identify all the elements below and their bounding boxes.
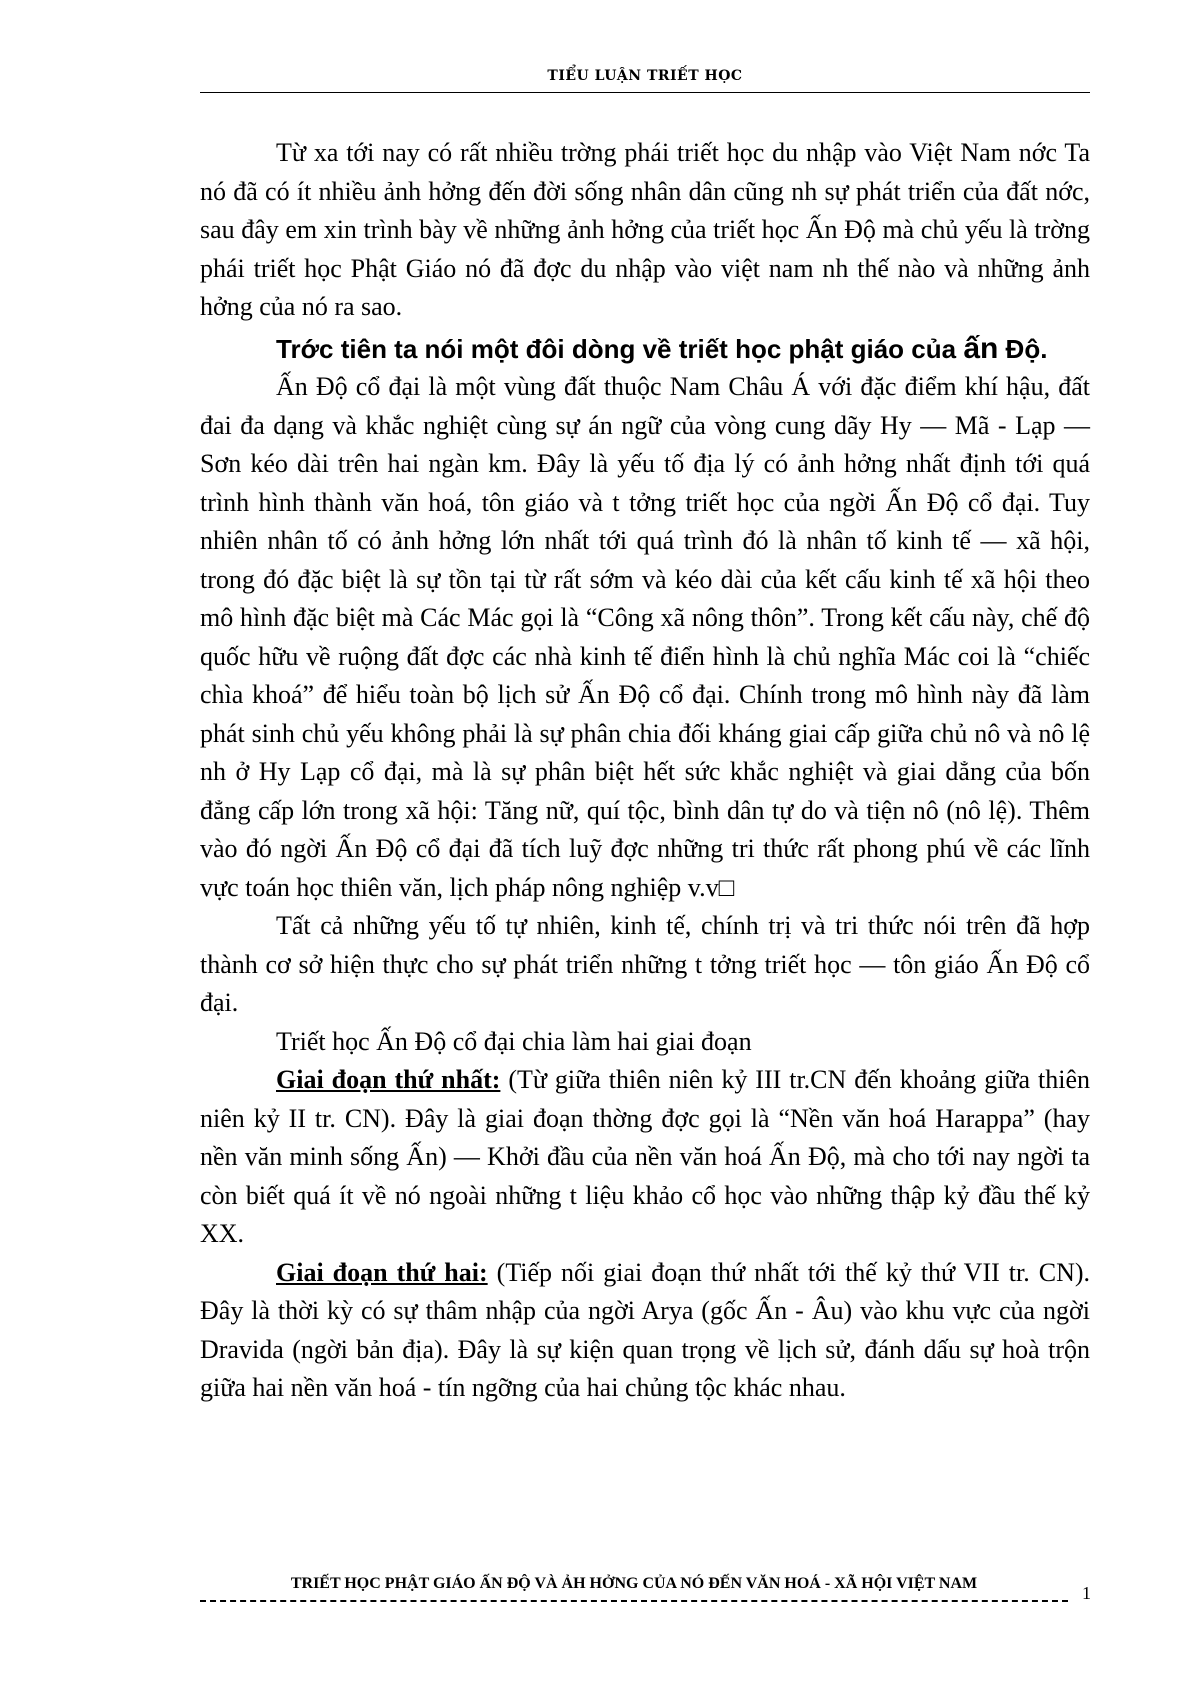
phase-1-label: Giai đoạn thứ nhất: [276,1065,501,1094]
section-heading-end: Độ. [998,333,1048,364]
running-footer: TRIẾT HỌC PHẬT GIÁO ẤN ĐỘ VÀ ẢH HỞNG CỦA NÓ ĐẾN VĂN HOÁ - XÃ HỘI VIỆT NAM [290,1575,978,1592]
running-header: TIỂU LUẬN TRIẾT HỌC [547,68,743,84]
paragraph-two-phases: Triết học Ấn Độ cổ đại chia làm hai giai đoạn [276,1026,752,1056]
phase-2-label: Giai đoạn thứ hai: [276,1257,488,1287]
phase-2-text: (Tiếp nối giai đoạn thứ nhất tới thế kỷ thứ VII tr. CN). Đây là thời kỳ có sự thâm nhập của ngời Arya (gốc Ấn - Âu) vào khu vực của ngời Dravida (ngời bản địa). Đây là sự kiện quan trọng về lịch sử, đánh dấu sự hoà trộn giữa hai nền văn hoá - tín ngỡng của hai chủng tộc khác nhau. [200,1257,1090,1402]
page-number: 1 [1082,1583,1091,1603]
footer-dashed-rule [200,1600,1068,1602]
paragraph-india-geography [200,368,1090,907]
phase-1-text: (Từ giữa thiên niên kỷ III tr.CN đến khoảng giữa thiên niên kỷ II tr. CN). Đây là giai đoạn thờng đợc gọi là “Nền văn hoá Harappa” (hay nền văn minh sống Ấn) — Khởi đầu của nền văn hoá Ấn Độ, mà cho tới nay ngời ta còn biết quá ít về nó ngoài những t liệu khảo cổ học vào những thập kỷ đầu thế kỷ XX. [200,1065,1090,1248]
paragraph-phase-1 [200,1061,1090,1254]
paragraph-phase-2 [200,1254,1090,1408]
paragraph-factors: Tất cả những yếu tố tự nhiên, kinh tế, chính trị và tri thức nói trên đã hợp thành cơ sở hiện thực cho sự phát triển những t tởng triết học — tôn giáo Ấn Độ cổ đại. [200,911,1090,1017]
section-heading-text: Trớc tiên ta nói một đôi dòng về triết học phật giáo của [276,333,964,364]
document-body [200,134,1090,1408]
section-heading-large-word: ấn [963,331,999,365]
intro-paragraph: Từ xa tới nay có rất nhiều trờng phái triết học du nhập vào Việt Nam nớc Ta nó đã có ít nhiều ảnh hởng đến đời sống nhân dân cũng nh sự phát triển của đất nớc, sau đây em xin trình bày về những ảnh hởng của triết học Ấn Độ mà chủ yếu là trờng phái triết học Phật Giáo nó đã đợc du nhập vào việt nam nh thế nào và những ảnh hởng của nó ra sao. [200,138,1090,321]
section-heading [200,330,1090,369]
header-rule [200,92,1090,93]
missing-glyph-box: □ [718,872,735,902]
paragraph-india-geography-text: Ấn Độ cổ đại là một vùng đất thuộc Nam Châu Á với đặc điểm khí hậu, đất đai đa dạng và khắc nghiệt cùng sự án ngữ của vòng cung dãy Hy — Mã - Lạp — Sơn kéo dài trên hai ngàn km. Đây là yếu tố địa lý có ảnh hởng nhất định tới quá trình hình thành văn hoá, tôn giáo và t tởng triết học của ngời Ấn Độ cổ đại. Tuy nhiên nhân tố có ảnh hởng lớn nhất tới quá trình đó là nhân tố kinh tế — xã hội, trong đó đặc biệt là sự tồn tại từ rất sớm và kéo dài của kết cấu kinh tế xã hội theo mô hình đặc biệt mà Các Mác gọi là “Công xã nông thôn”. Trong kết cấu này, chế độ quốc hữu về ruộng đất đợc các nhà kinh tế điển hình là chủ nghĩa Mác coi là “chiếc chìa khoá” để hiểu toàn bộ lịch sử Ấn Độ cổ đại. Chính trong mô hình này đã làm phát sinh chủ yếu không phải là sự phân chia đối kháng giai cấp giữa chủ nô và nô lệ nh ở Hy Lạp cổ đại, mà là sự phân biệt hết sức khắc nghiệt và giai dẳng của bốn đẳng cấp lớn trong xã hội: Tăng nữ, quí tộc, bình dân tự do và tiện nô (nô lệ). Thêm vào đó ngời Ấn Độ cổ đại đã tích luỹ đợc những tri thức rất phong phú về các lĩnh vực toán học thiên văn, lịch pháp nông nghiệp v.v [200,372,1090,902]
